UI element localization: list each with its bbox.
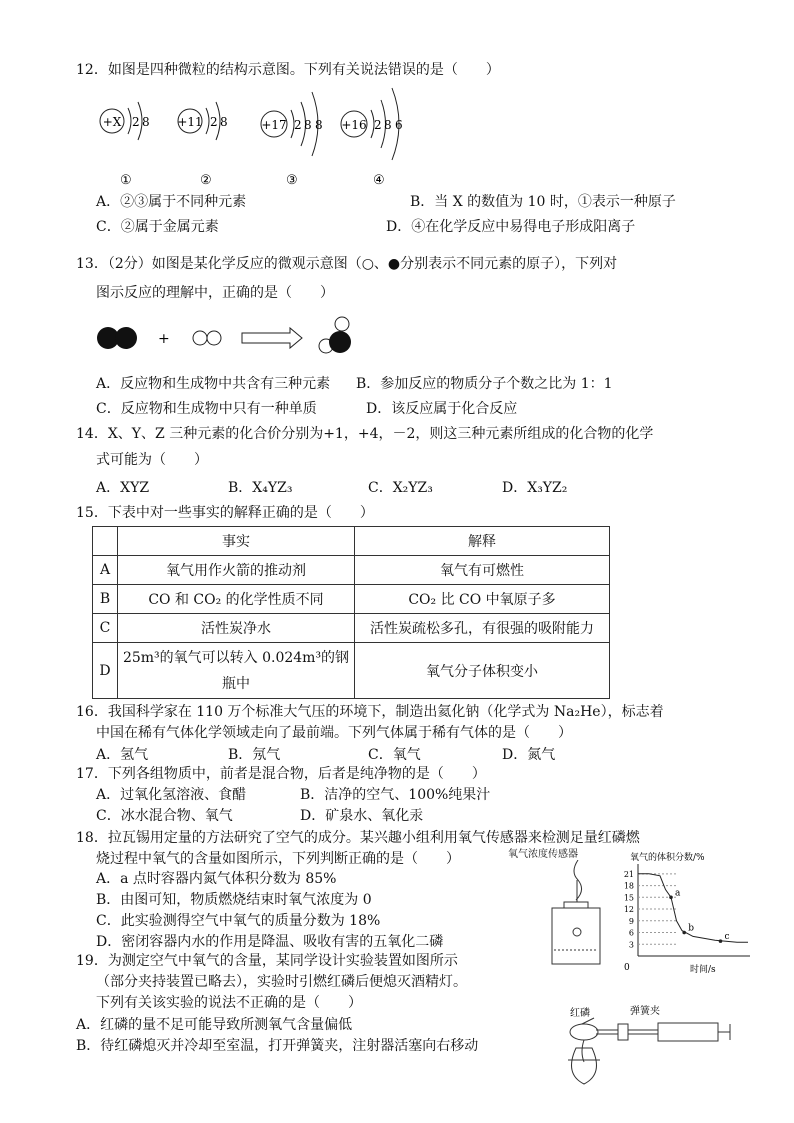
chart-xlabel: 时间/s: [690, 965, 716, 975]
q17-option-b: B．洁净的空气、100%纯果汁: [300, 787, 491, 803]
table-header-row: [93, 527, 610, 556]
svg-text:8: 8: [304, 118, 312, 132]
svg-text:2: 2: [132, 115, 140, 129]
q16-option-b: B．氖气: [228, 747, 281, 763]
row-label: A: [93, 556, 118, 585]
svg-text:+11: +11: [177, 115, 203, 129]
q14-option-d: D．X₃YZ₂: [502, 480, 568, 496]
row-fact: CO 和 CO₂ 的化学性质不同: [118, 585, 355, 614]
q14-stem-line2: 式可能为（ ）: [96, 452, 208, 468]
q18-stem-line1: 18．拉瓦锡用定量的方法研究了空气的成分。某兴趣小组利用氧气传感器来检测足量红磷燃: [76, 830, 640, 846]
q16-stem-line1: 16．我国科学家在 110 万个标准大气压的环境下，制造出氦化钠（化学式为 Na₂He），标志着: [76, 704, 664, 720]
q13-option-d: D．该反应属于化合反应: [366, 401, 518, 417]
row-reason: CO₂ 比 CO 中氧原子多: [355, 585, 610, 614]
q16-option-a: A．氢气: [96, 747, 149, 763]
row-fact: 25m³的氧气可以转入 0.024m³的钢瓶中: [118, 643, 355, 699]
q13-option-b: B．参加反应的物质分子个数之比为 1：1: [356, 376, 613, 392]
row-label: D: [93, 643, 118, 699]
sensor-label: 氧气浓度传感器: [508, 849, 578, 860]
row-label: C: [93, 614, 118, 643]
table-row: [93, 556, 610, 585]
q18-stem-line2: 烧过程中氧气的含量如图所示，下列判断正确的是（ ）: [96, 851, 460, 867]
svg-text:③: ③: [286, 173, 298, 188]
q18-option-d: D．密闭容器内水的作用是降温、吸收有害的五氧化二磷: [96, 934, 444, 950]
q12-option-a: A．②③属于不同种元素: [96, 194, 247, 210]
q13-stem-line1: 13．（2分）如图是某化学反应的微观示意图（○、●分别表示不同元素的原子），下列对: [76, 256, 618, 272]
chart-origin: 0: [624, 963, 630, 973]
particle-1-nucleus: +X: [102, 115, 122, 129]
q15-table: [92, 526, 610, 699]
q12-particle-diagrams: [90, 86, 430, 190]
q18-option-c: C．此实验测得空气中氧气的质量分数为 18%: [96, 913, 381, 929]
row-reason: 氧气有可燃性: [355, 556, 610, 585]
q19-stem-line3: 下列有关该实验的说法不正确的是（ ）: [96, 995, 362, 1011]
q17-stem: 17．下列各组物质中，前者是混合物，后者是纯净物的是（ ）: [76, 766, 486, 782]
particle-4: [341, 88, 403, 188]
row-label: B: [93, 585, 118, 614]
q13-option-a: A．反应物和生成物中共含有三种元素: [96, 376, 331, 392]
row-reason: 氧气分子体积变小: [355, 643, 610, 699]
annotation-point: [719, 939, 723, 943]
table-row: [93, 643, 610, 699]
particle-1-label: ①: [120, 173, 132, 188]
label-red-phosphorus: 红磷: [570, 1008, 590, 1019]
q14-option-b: B．X₄YZ₃: [228, 480, 293, 496]
row-reason: 活性炭疏松多孔，有很强的吸附能力: [355, 614, 610, 643]
y-tick-label: 12: [623, 905, 634, 915]
svg-text:8: 8: [220, 115, 228, 129]
q19-option-b: B．待红磷熄灭并冷却至室温，打开弹簧夹，注射器活塞向右移动: [76, 1038, 479, 1054]
syringe-apparatus-drawing: [548, 1004, 734, 1090]
q13-option-c: C．反应物和生成物中只有一种单质: [96, 401, 317, 417]
q16-stem-line2: 中国在稀有气体化学领域走向了最前端。下列气体属于稀有气体的是（ ）: [96, 725, 572, 741]
q19-option-a: A．红磷的量不足可能导致所测氧气含量偏低: [76, 1017, 353, 1033]
q12-stem: 12．如图是四种微粒的结构示意图。下列有关说法错误的是（ ）: [76, 62, 500, 78]
y-tick-label: 21: [623, 869, 634, 879]
svg-text:2: 2: [210, 115, 218, 129]
q14-stem-line1: 14．X、Y、Z 三种元素的化合价分别为+1，+4，－2，则这三种元素所组成的化合物的化学: [76, 426, 654, 442]
particle-1: [100, 102, 150, 188]
q19-stem-line1: 19．为测定空气中氧气的含量，某同学设计实验装置如图所示: [76, 953, 458, 969]
svg-text:2: 2: [294, 118, 302, 132]
row-fact: 氧气用作火箭的推动剂: [118, 556, 355, 585]
q12-option-c: C．②属于金属元素: [96, 219, 219, 235]
q19-stem-line2: （部分夹持装置已略去），实验时引燃红磷后便熄灭酒精灯。: [96, 974, 467, 990]
q16-option-c: C．氧气: [368, 747, 421, 763]
table-row: [93, 614, 610, 643]
q13-reaction-diagram: [94, 316, 364, 362]
svg-text:8: 8: [142, 115, 150, 129]
annotation-point: [669, 896, 673, 900]
q17-option-d: D．矿泉水、氧化汞: [300, 808, 424, 824]
q18-option-b: B．由图可知，物质燃烧结束时氧气浓度为 0: [96, 892, 372, 908]
annotation-label: b: [688, 923, 694, 934]
annotation-point: [682, 931, 686, 935]
svg-text:8: 8: [384, 118, 392, 132]
row-fact: 活性炭净水: [118, 614, 355, 643]
sensor-apparatus-drawing: [540, 860, 612, 970]
chart-ylabel: 氧气的体积分数/%: [630, 853, 705, 863]
q15-stem: 15．下表中对一些事实的解释正确的是（ ）: [76, 505, 374, 521]
q12-option-b: B．当 X 的数值为 10 时，①表示一种原子: [410, 194, 676, 210]
annotation-label: c: [724, 932, 730, 943]
q12-option-d: D．④在化学反应中易得电子形成阳离子: [386, 219, 636, 235]
particle-3: [261, 92, 323, 188]
y-tick-label: 15: [623, 893, 634, 903]
y-tick-label: 3: [628, 940, 634, 950]
annotation-label: a: [675, 888, 681, 899]
q13-stem-line2: 图示反应的理解中，正确的是（ ）: [96, 285, 334, 301]
oxygen-chart: [608, 846, 758, 982]
svg-text:6: 6: [395, 118, 403, 132]
label-clamp: 弹簧夹: [630, 1006, 660, 1017]
q14-option-c: C．X₂YZ₃: [368, 480, 433, 496]
svg-text:④: ④: [373, 173, 385, 188]
svg-text:②: ②: [200, 173, 212, 188]
table-header-reason: 解释: [355, 527, 610, 556]
q14-option-a: A．XYZ: [96, 480, 150, 496]
table-row: [93, 585, 610, 614]
y-tick-label: 6: [628, 928, 634, 938]
y-tick-label: 18: [623, 881, 634, 891]
svg-text:+16: +16: [341, 118, 367, 132]
svg-text:+17: +17: [261, 118, 287, 132]
particle-2: [177, 102, 227, 188]
svg-text:8: 8: [315, 118, 323, 132]
q17-option-c: C．冰水混合物、氧气: [96, 808, 233, 824]
svg-text:2: 2: [374, 118, 382, 132]
q16-option-d: D．氮气: [502, 747, 556, 763]
q17-option-a: A．过氧化氢溶液、食醋: [96, 787, 247, 803]
table-header-fact: 事实: [118, 527, 355, 556]
y-tick-label: 9: [628, 916, 634, 926]
plus-sign: +: [158, 331, 170, 347]
q18-option-a: A．a 点时容器内氮气体积分数为 85%: [96, 871, 337, 887]
